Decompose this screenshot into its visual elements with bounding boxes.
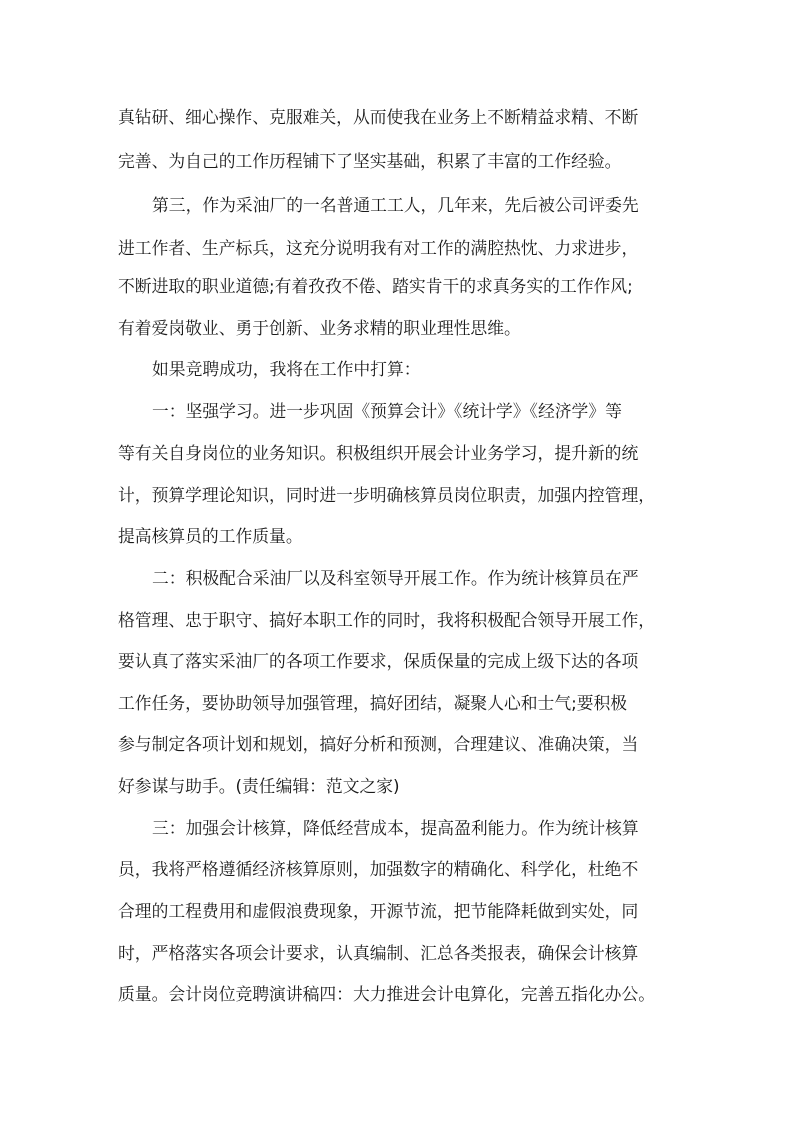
text-line: 合理的工程费用和虚假浪费现象，开源节流，把节能降耗做到实处，同 <box>118 901 639 921</box>
text-line: 提高核算员的工作质量。 <box>118 526 303 546</box>
paragraph-first-line: 二：积极配合采油厂以及科室领导开展工作。作为统计核算员在严 <box>152 568 639 588</box>
text-line: 员，我将严格遵循经济核算原则，加强数字的精确化、科学化，杜绝不 <box>118 859 639 879</box>
paragraph-first-line: 三：加强会计核算，降低经营成本，提高盈利能力。作为统计核算 <box>152 818 639 838</box>
text-line: 工作任务，要协助领导加强管理，搞好团结，凝聚人心和士气;要积极 <box>118 693 628 713</box>
text-line: 要认真了落实采油厂的各项工作要求，保质保量的完成上级下达的各项 <box>118 651 639 671</box>
text-line: 进工作者、生产标兵，这充分说明我有对工作的满腔热忱、力求进步， <box>118 238 639 258</box>
text-line: 有着爱岗敬业、勇于创新、业务求精的职业理性思维。 <box>118 318 521 338</box>
text-line: 等有关自身岗位的业务知识。积极组织开展会计业务学习，提升新的统 <box>118 443 639 463</box>
paragraph-first-line: 第三，作为采油厂的一名普通工工人，几年来，先后被公司评委先 <box>152 195 639 215</box>
text-line: 质量。会计岗位竞聘演讲稿四：大力推进会计电算化，完善五指化办公。 <box>118 984 656 1004</box>
text-line: 完善、为自己的工作历程铺下了坚实基础，积累了丰富的工作经验。 <box>118 151 622 171</box>
text-line: 计，预算学理论知识，同时进一步明确核算员岗位职责，加强内控管理， <box>118 485 656 505</box>
text-line: 参与制定各项计划和规划，搞好分析和预测，合理建议、准确决策，当 <box>118 734 639 754</box>
text-line: 格管理、忠于职守、搞好本职工作的同时，我将积极配合领导开展工作， <box>118 610 656 630</box>
text-line: 好参谋与助手。(责任编辑：范文之家) <box>118 776 400 796</box>
text-line: 时，严格落实各项会计要求，认真编制、汇总各类报表，确保会计核算 <box>118 943 639 963</box>
paragraph-first-line: 一：坚强学习。进一步巩固《预算会计》《统计学》《经济学》等 <box>152 401 622 421</box>
text-line: 真钻研、细心操作、克服难关，从而使我在业务上不断精益求精、不断 <box>118 107 639 127</box>
text-line: 不断进取的职业道德;有着孜孜不倦、踏实肯干的求真务实的工作作风; <box>118 276 633 296</box>
paragraph-first-line: 如果竞聘成功，我将在工作中打算： <box>152 359 421 379</box>
